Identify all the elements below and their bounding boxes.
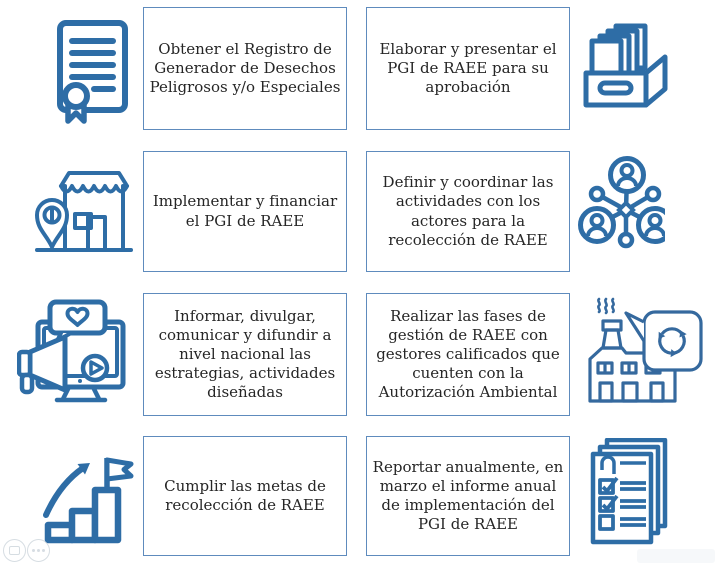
task-box xyxy=(366,436,570,556)
overlay-more-button[interactable] xyxy=(27,539,50,562)
storefront-location-icon xyxy=(35,170,133,255)
task-box xyxy=(143,7,347,130)
task-text: Realizar las fases de gestión de RAEE con gestores calificados que cuenten con la Autorización Ambiental xyxy=(376,306,560,402)
overlay-frame-button[interactable] xyxy=(3,539,26,562)
task-box xyxy=(143,436,347,556)
task-text: Cumplir las metas de recolección de RAEE xyxy=(164,476,326,514)
task-text: Implementar y financiar el PGI de RAEE xyxy=(152,192,338,230)
more-dots-icon xyxy=(37,549,40,552)
recycling-factory-icon xyxy=(586,291,708,413)
annual-report-checklist-icon xyxy=(590,438,674,546)
social-media-megaphone-icon xyxy=(17,299,127,409)
growth-steps-flag-icon xyxy=(43,453,135,547)
card-file-box-icon xyxy=(583,23,670,111)
task-text: Elaborar y presentar el PGI de RAEE para su aprobación xyxy=(379,39,557,97)
task-box xyxy=(143,293,347,416)
task-box xyxy=(366,151,570,272)
certificate-icon xyxy=(56,18,130,124)
watermark-ghost xyxy=(637,549,715,563)
people-network-icon xyxy=(577,155,665,252)
task-text: Reportar anualmente, en marzo el informe anual de implementación del PGI de RAEE xyxy=(372,457,564,534)
task-box xyxy=(366,7,570,130)
task-box xyxy=(143,151,347,272)
frame-icon xyxy=(9,546,20,555)
task-text: Definir y coordinar las actividades con los actores para la recolección de RAEE xyxy=(382,173,554,249)
task-box xyxy=(366,293,570,416)
task-text: Informar, divulgar, comunicar y difundir a nivel nacional las estrategias, actividades diseñadas xyxy=(154,306,336,402)
task-text: Obtener el Registro de Generador de Desechos Peligrosos y/o Especiales xyxy=(149,39,341,97)
